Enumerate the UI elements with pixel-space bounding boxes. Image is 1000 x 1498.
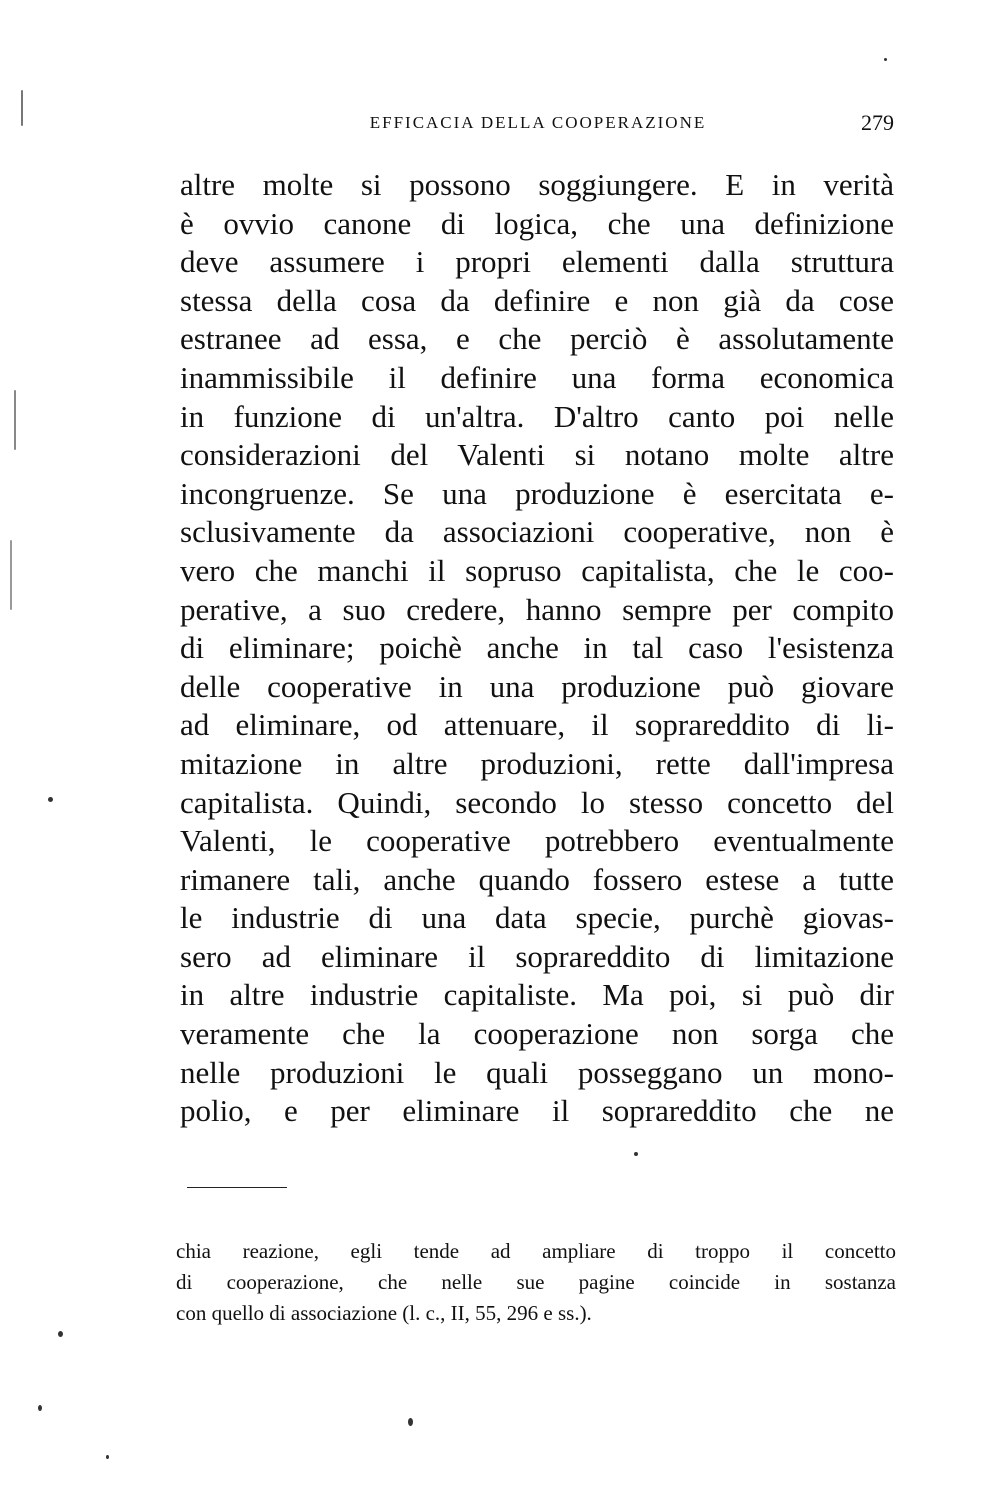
text-line: in funzione di un'altra. D'altro canto poi nelle [180,398,894,434]
text-line: le industrie di una data specie, purchè giovas- [180,900,894,936]
text-line: incongruenze. Se una produzione è esercitata e- [180,475,894,511]
text-line: ad eliminare, od attenuare, il soprareddito di li- [180,707,894,743]
scan-speck [106,1455,109,1459]
footnote-divider [187,1187,287,1188]
footnote-line: chia reazione, egli tende ad ampliare di troppo il concetto [176,1239,896,1263]
footnote-line: di cooperazione, che nelle sue pagine coincide in sostanza [176,1270,896,1294]
text-line: perative, a suo credere, hanno sempre per compito [180,591,894,627]
text-line: nelle produzioni le quali posseggano un mono- [180,1054,894,1090]
text-line: sclusivamente da associazioni cooperative, non è [180,514,894,550]
text-line: mitazione in altre produzioni, rette dall'impresa [180,745,894,781]
text-line: inammissibile il definire una forma economica [180,359,894,395]
running-title: EFFICACIA DELLA COOPERAZIONE [369,113,707,132]
footnote-line: con quello di associazione (l. c., II, 55, 296 e ss.). [176,1301,592,1325]
scan-speck [634,1152,638,1156]
scan-speck [408,1418,413,1426]
text-line: in altre industrie capitaliste. Ma poi, si può dir [180,977,894,1013]
scan-speck [38,1405,42,1411]
scan-speck [21,90,23,126]
scan-speck [48,797,53,802]
text-line: di eliminare; poichè anche in tal caso l'esistenza [180,630,894,666]
body-text [180,166,894,1131]
text-line: vero che manchi il sopruso capitalista, che le coo- [180,552,894,588]
page-number: 279 [861,110,894,135]
text-line: Valenti, le cooperative potrebbero eventualmente [180,823,894,859]
text-line: stessa della cosa da definire e non già da cose [180,282,894,318]
text-line: capitalista. Quindi, secondo lo stesso concetto del [180,784,894,820]
text-line: polio, e per eliminare il soprareddito che ne [180,1093,894,1129]
text-line: rimanere tali, anche quando fossero estese a tutte [180,861,894,897]
text-line: altre molte si possono soggiungere. E in verità [180,167,894,202]
scan-speck [14,390,16,450]
text-line: delle cooperative in una produzione può giovare [180,668,894,704]
footnote [176,1236,896,1329]
scan-speck [58,1331,63,1337]
text-line: deve assumere i propri elementi dalla struttura [180,244,894,280]
text-line: veramente che la cooperazione non sorga che [180,1016,894,1052]
scan-speck [884,58,887,61]
text-line: è ovvio canone di logica, che una definizione [180,205,894,241]
text-line: sero ad eliminare il soprareddito di limitazione [180,938,894,974]
scan-speck [10,540,12,610]
text-line: estranee ad essa, e che perciò è assolutamente [180,321,894,357]
text-line: considerazioni del Valenti si notano molte altre [180,437,894,473]
running-header [182,108,894,138]
